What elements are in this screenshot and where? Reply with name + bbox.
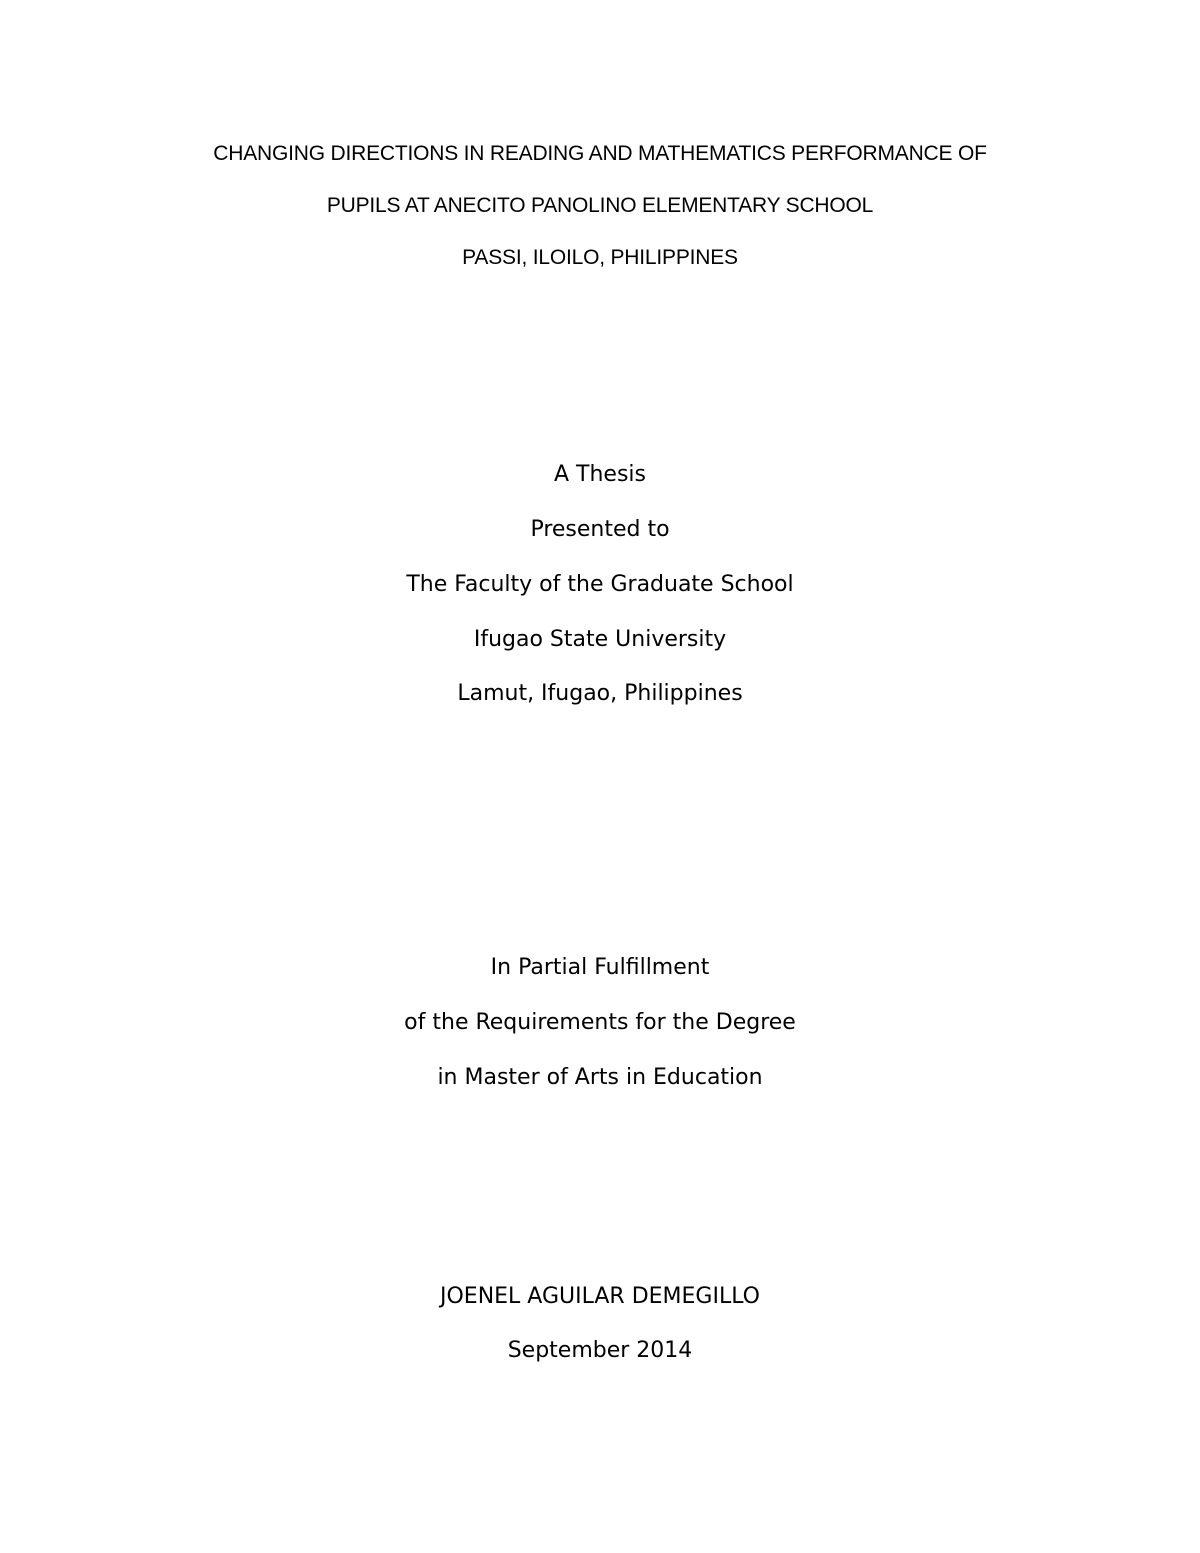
document-type: A Thesis xyxy=(554,462,646,487)
thesis-title-line-1: CHANGING DIRECTIONS IN READING AND MATHEMATICS PERFORMANCE OF xyxy=(213,142,987,165)
fulfillment-line-2: of the Requirements for the Degree xyxy=(404,1010,796,1035)
thesis-title-line-2: PUPILS AT ANECITO PANOLINO ELEMENTARY SCHOOL xyxy=(326,194,874,217)
submission-date: September 2014 xyxy=(507,1338,693,1363)
author-name: JOENEL AGUILAR DEMEGILLO xyxy=(439,1284,760,1309)
presented-to: Presented to xyxy=(530,517,670,542)
faculty-name: The Faculty of the Graduate School xyxy=(406,572,794,597)
university-name: Ifugao State University xyxy=(473,627,727,652)
degree-name: in Master of Arts in Education xyxy=(437,1065,763,1090)
thesis-title-location: PASSI, ILOILO, PHILIPPINES xyxy=(462,246,738,269)
fulfillment-line-1: In Partial Fulfillment xyxy=(490,955,710,980)
university-location: Lamut, Ifugao, Philippines xyxy=(457,681,743,706)
